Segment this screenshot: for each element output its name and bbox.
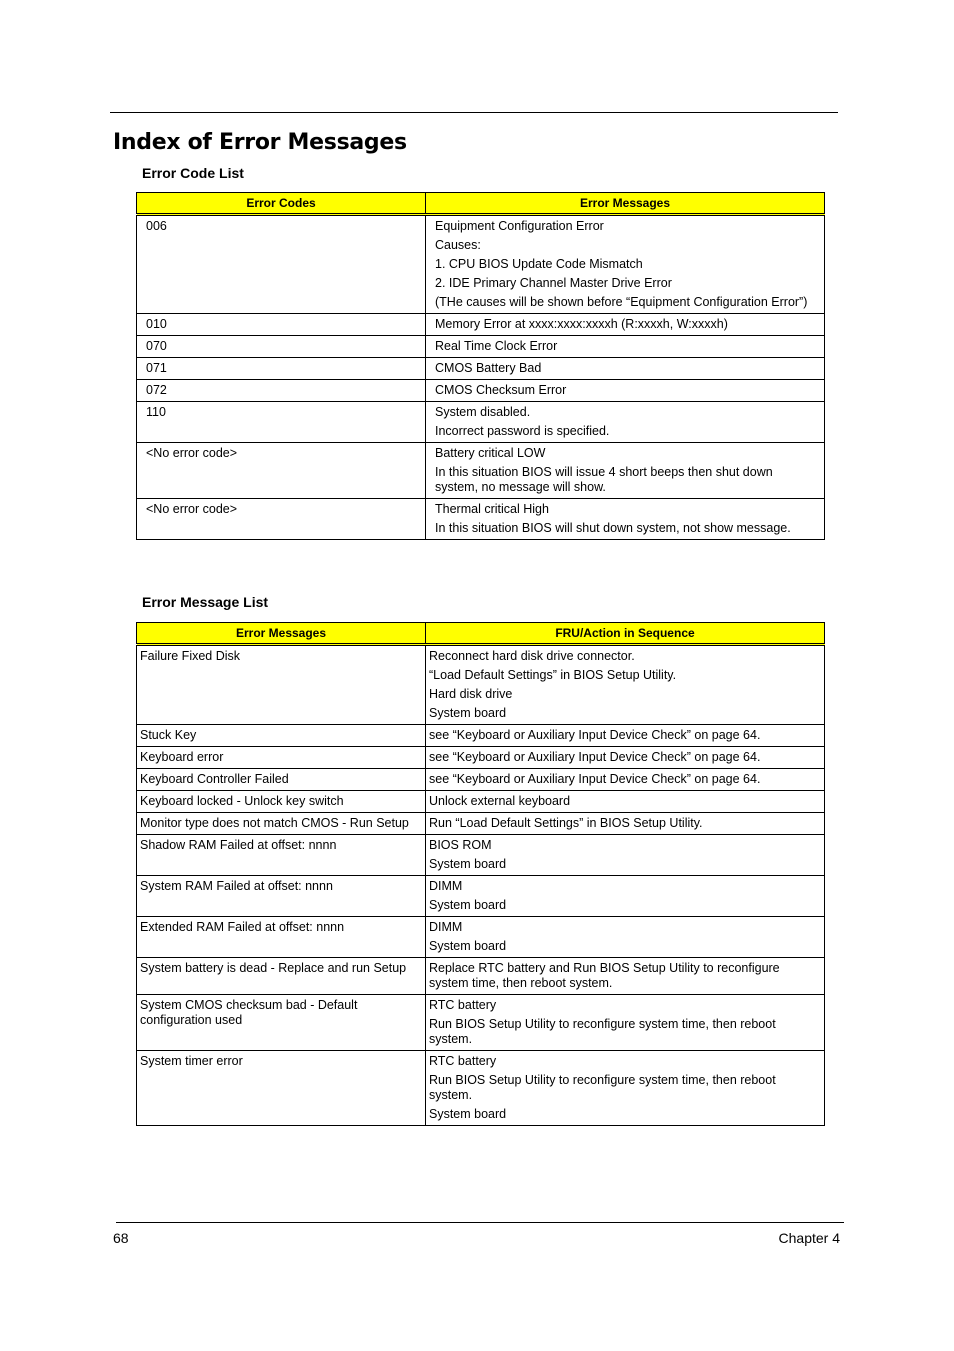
error-message-cell: Extended RAM Failed at offset: nnnn [137,917,426,958]
fru-action-cell [426,747,825,769]
table-row [137,215,825,314]
table-row [137,791,825,813]
error-message-cell: Monitor type does not match CMOS - Run Setup [137,813,426,835]
error-code-cell: 006 [137,215,426,314]
table-row [137,725,825,747]
footer-rule [116,1222,844,1223]
cell-line: Hard disk drive [429,687,513,701]
top-rule [110,112,838,113]
error-code-table [136,192,825,540]
fru-action-cell [426,791,825,813]
page-number: 68 [113,1230,129,1246]
error-message-cell: System CMOS checksum bad - Default configuration used [137,995,426,1051]
cell-line: DIMM [429,879,463,893]
cell-line: see “Keyboard or Auxiliary Input Device Check” on page 64. [429,728,761,742]
table-row [137,358,825,380]
fru-action-cell [426,645,825,725]
error-code-cell: 070 [137,336,426,358]
cell-line: CMOS Checksum Error [435,383,567,397]
fru-action-cell [426,769,825,791]
table-header-row [137,193,825,215]
cell-line: “Load Default Settings” in BIOS Setup Utility. [429,668,677,682]
table-row [137,958,825,995]
table-row [137,747,825,769]
error-message-cell [426,215,825,314]
table-row [137,645,825,725]
cell-line: System board [429,898,507,912]
table-row [137,813,825,835]
cell-line: Replace RTC battery and Run BIOS Setup Utility to reconfigure system time, then reboot system. [429,961,780,990]
cell-line: 1. CPU BIOS Update Code Mismatch [435,257,643,271]
cell-line: see “Keyboard or Auxiliary Input Device Check” on page 64. [429,772,761,786]
fru-action-cell [426,917,825,958]
error-message-cell [426,358,825,380]
table-row [137,443,825,499]
error-code-list-title: Error Code List [142,165,244,181]
cell-line: System board [429,1107,507,1121]
cell-line: In this situation BIOS will shut down system, not show message. [435,521,791,535]
cell-line: Reconnect hard disk drive connector. [429,649,635,663]
error-message-cell [426,380,825,402]
cell-line: Run BIOS Setup Utility to reconfigure system time, then reboot system. [429,1073,776,1102]
error-message-cell: System battery is dead - Replace and run Setup [137,958,426,995]
cell-line: BIOS ROM [429,838,492,852]
cell-line: Battery critical LOW [435,446,546,460]
fru-action-cell [426,835,825,876]
table-row [137,499,825,540]
cell-line: System board [429,939,507,953]
table-row [137,336,825,358]
error-message-cell [426,402,825,443]
error-message-cell: Keyboard Controller Failed [137,769,426,791]
cell-line: Real Time Clock Error [435,339,558,353]
cell-line: Incorrect password is specified. [435,424,610,438]
table-row [137,769,825,791]
error-message-list-title: Error Message List [142,594,269,610]
error-code-cell: 110 [137,402,426,443]
column-header-error-messages: Error Messages [137,623,426,645]
error-message-cell: System RAM Failed at offset: nnnn [137,876,426,917]
error-code-cell: 072 [137,380,426,402]
cell-line: System board [429,857,507,871]
cell-line: In this situation BIOS will issue 4 short beeps then shut down system, no message will show. [435,465,773,494]
fru-action-cell [426,995,825,1051]
table-row [137,314,825,336]
table-row [137,876,825,917]
cell-line: Causes: [435,238,481,252]
cell-line: see “Keyboard or Auxiliary Input Device Check” on page 64. [429,750,761,764]
error-message-cell: Failure Fixed Disk [137,645,426,725]
error-message-cell [426,314,825,336]
error-message-table [136,622,825,1126]
cell-line: Unlock external keyboard [429,794,571,808]
cell-line: (THe causes will be shown before “Equipment Configuration Error”) [435,295,808,309]
fru-action-cell [426,876,825,917]
error-message-cell: Keyboard error [137,747,426,769]
table-row [137,995,825,1051]
cell-line: Thermal critical High [435,502,549,516]
error-code-cell: <No error code> [137,443,426,499]
fru-action-cell [426,725,825,747]
page-title: Index of Error Messages [113,130,407,155]
error-code-cell: <No error code> [137,499,426,540]
cell-line: RTC battery [429,1054,497,1068]
table-header-row [137,623,825,645]
error-message-cell: Stuck Key [137,725,426,747]
cell-line: Equipment Configuration Error [435,219,604,233]
cell-line: System disabled. [435,405,531,419]
column-header-error-messages: Error Messages [426,193,825,215]
table-row [137,402,825,443]
cell-line: Run BIOS Setup Utility to reconfigure system time, then reboot system. [429,1017,776,1046]
fru-action-cell [426,813,825,835]
cell-line: Run “Load Default Settings” in BIOS Setup Utility. [429,816,703,830]
cell-line: System board [429,706,507,720]
error-message-cell [426,336,825,358]
table-row [137,380,825,402]
error-message-cell [426,499,825,540]
cell-line: DIMM [429,920,463,934]
cell-line: CMOS Battery Bad [435,361,542,375]
error-message-cell: Keyboard locked - Unlock key switch [137,791,426,813]
column-header-fru-action: FRU/Action in Sequence [426,623,825,645]
error-code-cell: 010 [137,314,426,336]
fru-action-cell [426,1051,825,1126]
table-row [137,835,825,876]
chapter-label: Chapter 4 [778,1230,840,1246]
error-message-cell: Shadow RAM Failed at offset: nnnn [137,835,426,876]
column-header-error-codes: Error Codes [137,193,426,215]
error-message-cell: System timer error [137,1051,426,1126]
cell-line: Memory Error at xxxx:xxxx:xxxxh (R:xxxxh, W:xxxxh) [435,317,728,331]
cell-line: 2. IDE Primary Channel Master Drive Error [435,276,672,290]
table-row [137,917,825,958]
error-message-cell [426,443,825,499]
error-code-cell: 071 [137,358,426,380]
table-row [137,1051,825,1126]
cell-line: RTC battery [429,998,497,1012]
fru-action-cell [426,958,825,995]
